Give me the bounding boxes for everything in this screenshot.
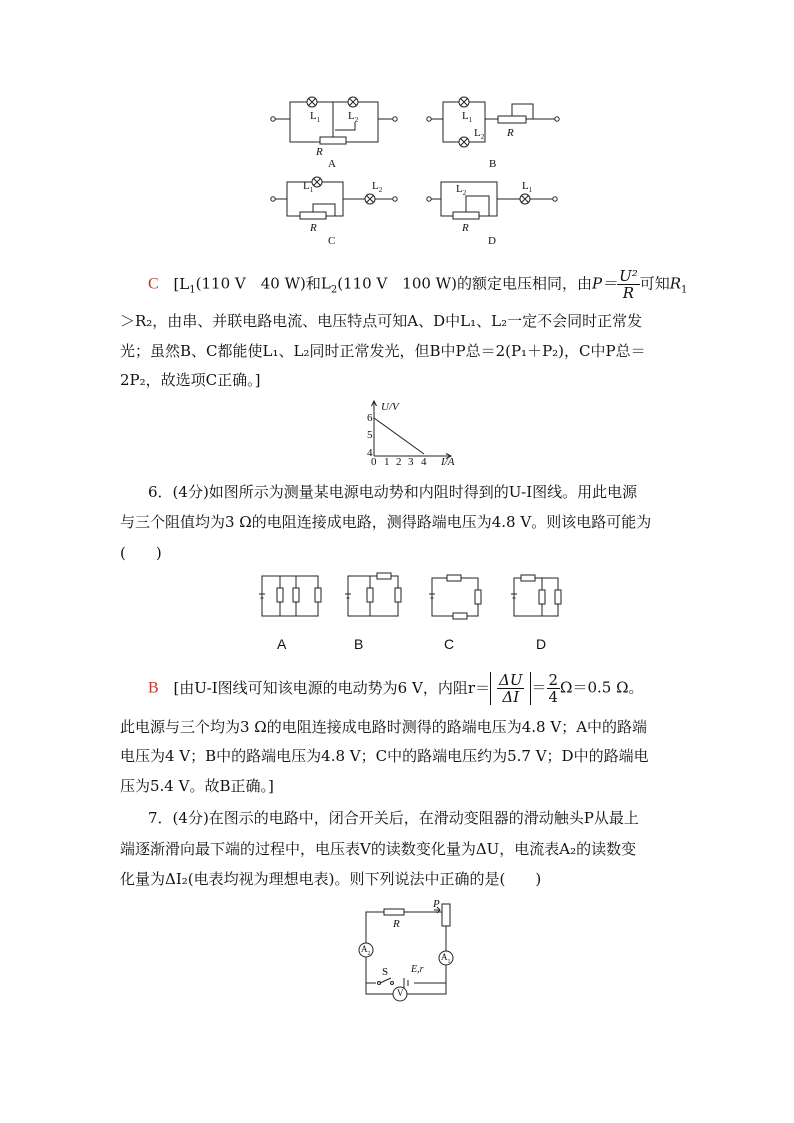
q6-answer-line3: 电压为4 V；B中的路端电压为4.8 V；C中的路端电压约为5.7 V；D中的路端电: [120, 747, 649, 765]
q5-answer-line3: 光；虽然B、C都能使L₁、L₂同时正常发光，但B中P总＝2(P₁＋P₂)，C中P总＝: [120, 342, 646, 360]
fraction: $\frac{2}{4}$: [548, 671, 559, 706]
graph-xtick-1: 1: [384, 456, 390, 468]
label-L1: $L_1$: [303, 180, 314, 195]
label-A: A: [328, 158, 336, 170]
graph-ytick-6: 6: [367, 412, 373, 424]
label-C: C: [328, 235, 336, 247]
label-L2: $L_2$: [474, 127, 485, 142]
label-L1: $L_1$: [462, 110, 473, 125]
label-L1: $L_1$: [310, 110, 321, 125]
q7-line1: 7．(4分)在图示的电路中，闭合开关后，在滑动变阻器的滑动触头P从最上: [148, 809, 639, 827]
graph-xtick-2: 2: [396, 456, 402, 468]
q5-answer-line4: 2P₂，故选项C正确。]: [120, 371, 261, 389]
q6-answer-line1: B [由U-I图线可知该电源的电动势为6 V，内阻r＝ $\frac{\Delta U}{\Delta I}$ ＝ $\frac{2}{4}$ Ω＝0.5 Ω。: [148, 671, 644, 706]
rheostat-icon: [320, 137, 346, 144]
terminal: [271, 117, 275, 121]
rheostat-icon: [442, 904, 450, 926]
option-D-label: D: [536, 636, 547, 652]
answer-letter: B: [148, 679, 159, 697]
label-S: S: [382, 966, 389, 978]
label-B: B: [489, 158, 497, 170]
label-R: R: [462, 222, 469, 234]
label-L2: $L_2$: [372, 180, 383, 195]
graph-xtick-3: 3: [408, 456, 414, 468]
q6-line2: 与三个阻值均为3 Ω的电阻连接成电路，测得路端电压为4.8 V。则该电路可能为: [120, 513, 652, 531]
q6-line1: 6．(4分)如图所示为测量某电源电动势和内阻时得到的U-I图线。用此电源: [148, 483, 638, 501]
q7-line3: 化量为ΔI₂(电表均视为理想电表)。则下列说法中正确的是( ): [120, 870, 542, 888]
q6-answer-line2: 此电源与三个均为3 Ω的电阻连接成电路时测得的路端电压为4.8 V；A中的路端: [120, 718, 648, 736]
label-R: R: [310, 222, 317, 234]
q5-answer-line1: C [$L_1(110$ V 40 W)和$L_2(110$ V 100 W)的额定电压相同，由P＝ $\frac{\text{U²}}{R}$ 可知$R_1$: [148, 267, 688, 302]
label-V: V: [397, 988, 404, 998]
label-L1: $L_1$: [522, 180, 533, 195]
fraction: $\frac{\text{U²}}{R}$: [619, 267, 638, 302]
q6-line3: ( ): [120, 544, 162, 562]
option-A-label: A: [277, 636, 287, 652]
label-P: P: [433, 898, 440, 910]
q6-answer-line4: 压为5.4 V。故B正确。]: [120, 777, 274, 795]
label-A1: $A_1$: [441, 952, 451, 965]
q5-answer-line2: ＞R₂，由串、并联电路电流、电压特点可知A、D中L₁、L₂一定不会同时正常发: [120, 312, 643, 330]
graph-xtick-4: 4: [421, 456, 427, 468]
label-R: R: [507, 127, 514, 139]
resistor-icon: [384, 909, 404, 915]
graph-xlabel: I/A: [441, 456, 455, 468]
label-A2: $A_2$: [361, 944, 371, 957]
label-R: R: [393, 918, 400, 930]
option-C-label: C: [444, 636, 455, 652]
graph-ytick-4: 4: [367, 447, 373, 459]
answer-letter: C: [148, 275, 159, 293]
graph-ylabel: U/V: [381, 401, 399, 413]
u-i-line: [374, 418, 424, 454]
label-E-r: E,r: [411, 964, 424, 975]
graph-xtick-0: 0: [371, 456, 377, 468]
label-D: D: [488, 235, 496, 247]
q7-line2: 端逐渐滑向最下端的过程中，电压表V的读数变化量为ΔU，电流表A₂的读数变: [120, 840, 637, 858]
label-L2: $L_2$: [456, 183, 467, 198]
abs-value: $\frac{\Delta U}{\Delta I}$: [490, 672, 531, 705]
option-B-label: B: [354, 636, 364, 652]
label-L2: $L_2$: [348, 110, 359, 125]
graph-ytick-5: 5: [367, 429, 373, 441]
resistor-circuits-figure: [258, 572, 568, 624]
label-R: R: [316, 146, 323, 158]
